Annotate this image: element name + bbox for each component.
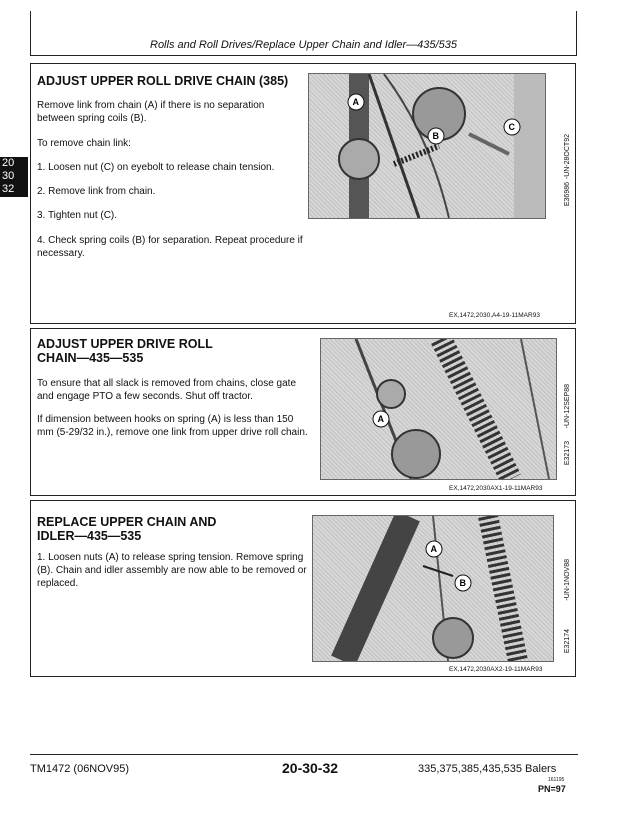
photo-caption: EX,1472,2030AX2-19-11MAR93: [449, 666, 543, 673]
photo-code: E32174: [564, 629, 571, 654]
pn-number: PN=97: [538, 784, 566, 794]
paragraph: 3. Tighten nut (C).: [37, 210, 118, 221]
callout-b: B: [459, 578, 466, 588]
photo-code: -UN-1NOV88: [564, 559, 571, 601]
page-number: 20-30-32: [282, 760, 339, 776]
callout-b: B: [432, 131, 439, 141]
tab-number: 32: [2, 183, 15, 195]
paragraph: Remove link from chain (A) if there is no separation between spring coils (B).: [37, 100, 265, 124]
photo-illustration: [313, 516, 553, 661]
section-title: [37, 337, 213, 365]
header-rule-left: [30, 11, 31, 55]
paragraph: 4. Check spring coils (B) for separation. Repeat procedure if necessary.: [37, 235, 303, 259]
paragraph: To ensure that all slack is removed from chains, close gate and engage PTO a few seconds. Shut off tractor.: [37, 378, 297, 402]
date-code: 161195: [548, 777, 565, 783]
section-adjust-upper-roll-drive-chain: [30, 63, 576, 324]
paragraph: 2. Remove link from chain.: [37, 186, 156, 197]
photo-code: -UN-12SEP88: [564, 384, 571, 429]
paragraph: If dimension between hooks on spring (A) is less than 150 mm (5-29/32 in.), remove one link from upper drive roll chain.: [37, 414, 308, 438]
photo-illustration: [309, 74, 545, 218]
callout-a: A: [352, 97, 359, 107]
photo-code: E36986: [564, 182, 571, 207]
section-title-line: CHAIN—435—535: [37, 351, 144, 365]
paragraph: 1. Loosen nuts (A) to release spring tension. Remove spring (B). Chain and idler assembly are now able to be removed or replaced.: [37, 552, 307, 589]
callout-a: A: [430, 544, 437, 554]
section-adjust-upper-drive-roll-chain: [30, 328, 576, 496]
photo-caption: EX,1472,2030,A4-19-11MAR93: [449, 312, 540, 319]
photo-code: -UN-28OCT92: [564, 134, 571, 180]
tab-number: 20: [2, 157, 15, 169]
footer-line: [30, 754, 578, 755]
section-title-line: REPLACE UPPER CHAIN AND: [37, 515, 217, 529]
models: 335,375,385,435,535 Balers: [418, 763, 557, 775]
photo-upper-chain-idler: [312, 515, 554, 662]
section-tab: [0, 157, 28, 197]
section-title: [37, 515, 216, 543]
header-line: [30, 55, 577, 56]
photo-code: E32173: [564, 441, 571, 466]
running-head: Rolls and Roll Drives/Replace Upper Chain and Idler—435/535: [150, 39, 457, 51]
photo-upper-drive-roll-spring: [320, 338, 557, 480]
paragraph: To remove chain link:: [37, 138, 131, 149]
section-title-line: ADJUST UPPER DRIVE ROLL: [37, 337, 213, 351]
tab-number: 30: [2, 170, 15, 182]
paragraph: 1. Loosen nut (C) on eyebolt to release chain tension.: [37, 162, 275, 173]
section-title: ADJUST UPPER ROLL DRIVE CHAIN (385): [37, 74, 289, 88]
section-title-line: IDLER—435—535: [37, 529, 142, 543]
header-rule-right: [576, 11, 577, 55]
photo-upper-roll-drive: [308, 73, 546, 219]
photo-illustration: [321, 339, 556, 479]
section-replace-upper-chain-and-idler: [30, 500, 576, 677]
callout-a: A: [377, 414, 384, 424]
photo-caption: EX,1472,2030AX1-19-11MAR93: [449, 485, 543, 492]
manual-number: TM1472 (06NOV95): [30, 763, 130, 775]
callout-c: C: [508, 122, 515, 132]
